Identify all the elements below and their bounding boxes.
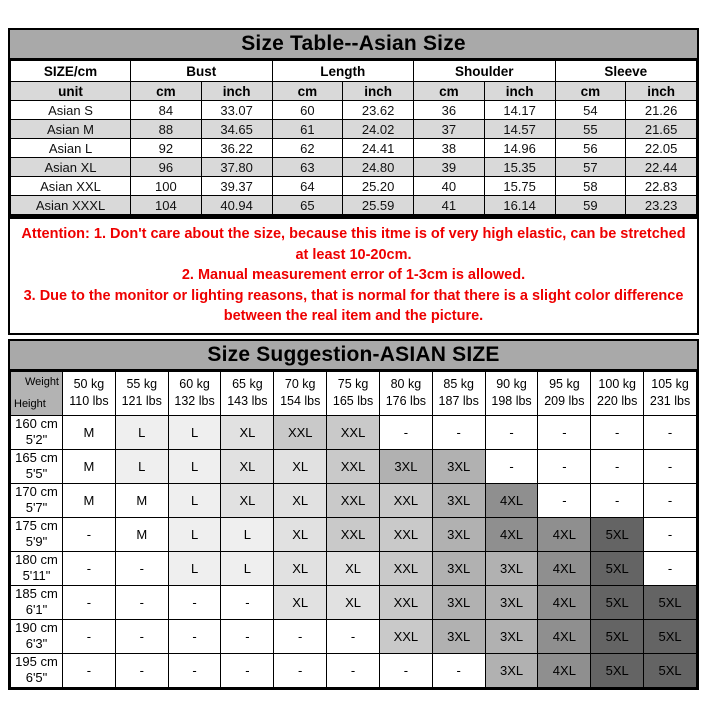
suggestion-row xyxy=(11,483,697,517)
size-suggestion-cell: - xyxy=(591,483,644,517)
unit-cell: cm xyxy=(272,82,343,101)
attention-line: Attention: 1. Don't care about the size, because this itme is of very high elastic, can be stretched xyxy=(21,226,686,242)
size-suggestion-cell: - xyxy=(432,415,485,449)
size-suggestion-cell: M xyxy=(63,483,116,517)
size-suggestion-cell: XXL xyxy=(327,517,380,551)
size-suggestion-cell: M xyxy=(63,415,116,449)
weight-height-corner-cell xyxy=(11,371,63,415)
height-cell xyxy=(11,449,63,483)
size-suggestion-cell: L xyxy=(168,483,221,517)
suggestion-row xyxy=(11,619,697,653)
size-suggestion-cell: - xyxy=(115,551,168,585)
suggestion-row xyxy=(11,517,697,551)
size-suggestion-cell: - xyxy=(432,653,485,687)
size-table-group-header-row xyxy=(11,61,697,82)
size-suggestion-cell: XXL xyxy=(327,483,380,517)
unit-cell: inch xyxy=(201,82,272,101)
size-suggestion-cell: 5XL xyxy=(644,585,697,619)
size-suggestion-cell: 3XL xyxy=(432,585,485,619)
size-name-cell: Asian XXL xyxy=(11,177,131,196)
unit-cell: inch xyxy=(484,82,555,101)
measurement-cell: 25.59 xyxy=(343,196,414,215)
weight-lbs-label: 176 lbs xyxy=(385,394,427,408)
size-suggestion-cell: L xyxy=(115,449,168,483)
size-suggestion-cell: 3XL xyxy=(432,619,485,653)
height-ft-label: 6'1" xyxy=(25,602,48,617)
measurement-cell: 64 xyxy=(272,177,343,196)
height-ft-label: 6'5" xyxy=(25,670,48,685)
measure-group-header: Shoulder xyxy=(414,61,556,82)
size-chart-content xyxy=(8,28,699,690)
size-suggestion-cell: 4XL xyxy=(538,551,591,585)
height-cm-label: 160 cm xyxy=(15,416,58,431)
height-cell xyxy=(11,415,63,449)
weight-header-cell xyxy=(432,371,485,415)
size-suggestion-cell: 5XL xyxy=(591,585,644,619)
size-suggestion-cell: XL xyxy=(221,415,274,449)
measurement-cell: 14.17 xyxy=(484,101,555,120)
weight-kg-label: 100 kg xyxy=(598,377,636,391)
measurement-cell: 88 xyxy=(131,120,202,139)
measurement-cell: 84 xyxy=(131,101,202,120)
size-name-cell: Asian XL xyxy=(11,158,131,177)
size-column-header: SIZE/cm xyxy=(11,61,131,82)
size-suggestion-cell: XXL xyxy=(327,449,380,483)
unit-cell: inch xyxy=(626,82,697,101)
measurement-cell: 21.65 xyxy=(626,120,697,139)
unit-cell: cm xyxy=(414,82,485,101)
size-suggestion-cell: 3XL xyxy=(432,449,485,483)
height-cell xyxy=(11,653,63,687)
height-ft-label: 5'11" xyxy=(22,568,51,583)
weight-lbs-label: 220 lbs xyxy=(597,394,638,408)
measurement-cell: 58 xyxy=(555,177,626,196)
measurement-cell: 57 xyxy=(555,158,626,177)
weight-header-cell xyxy=(115,371,168,415)
measurement-cell: 38 xyxy=(414,139,485,158)
size-suggestion-cell: M xyxy=(115,517,168,551)
size-suggestion-cell: XL xyxy=(274,551,327,585)
size-suggestion-cell: XXL xyxy=(327,415,380,449)
size-suggestion-cell: 4XL xyxy=(485,483,538,517)
weight-header-cell xyxy=(591,371,644,415)
measurement-cell: 22.44 xyxy=(626,158,697,177)
size-name-cell: Asian S xyxy=(11,101,131,120)
attention-line: 3. Due to the monitor or lighting reasons, that is normal for that there is a slight color difference xyxy=(23,287,684,304)
measurement-cell: 14.96 xyxy=(484,139,555,158)
weight-kg-label: 70 kg xyxy=(284,377,316,391)
height-cm-label: 175 cm xyxy=(15,518,58,533)
size-suggestion-cell: 3XL xyxy=(485,653,538,687)
suggestion-row xyxy=(11,415,697,449)
unit-cell: unit xyxy=(11,82,131,101)
size-suggestion-cell: L xyxy=(115,415,168,449)
measurement-cell: 41 xyxy=(414,196,485,215)
weight-lbs-label: 209 lbs xyxy=(544,394,585,408)
size-suggestion-cell: 4XL xyxy=(485,517,538,551)
size-suggestion-section xyxy=(8,339,699,690)
weight-header-cell xyxy=(485,371,538,415)
size-suggestion-cell: XL xyxy=(274,449,327,483)
suggestion-row xyxy=(11,585,697,619)
size-suggestion-cell: - xyxy=(63,551,116,585)
weight-kg-label: 60 kg xyxy=(179,377,210,391)
attention-box xyxy=(8,217,699,335)
weight-kg-label: 50 kg xyxy=(73,377,105,391)
measurement-cell: 22.83 xyxy=(626,177,697,196)
attention-line: at least 10-20cm. xyxy=(295,246,412,263)
measure-group-header: Sleeve xyxy=(555,61,697,82)
size-suggestion-cell: - xyxy=(644,449,697,483)
size-suggestion-cell: - xyxy=(591,449,644,483)
size-suggestion-cell: XL xyxy=(327,551,380,585)
size-suggestion-cell: 3XL xyxy=(485,551,538,585)
size-suggestion-cell: - xyxy=(485,449,538,483)
size-suggestion-cell: - xyxy=(379,653,432,687)
size-suggestion-cell: - xyxy=(63,517,116,551)
height-cm-label: 190 cm xyxy=(15,620,58,635)
size-suggestion-cell: 5XL xyxy=(591,619,644,653)
attention-line: between the real item and the picture. xyxy=(223,308,484,324)
measurement-cell: 40 xyxy=(414,177,485,196)
unit-cell: cm xyxy=(131,82,202,101)
size-suggestion-cell: - xyxy=(644,483,697,517)
size-name-cell: Asian L xyxy=(11,139,131,158)
size-suggestion-cell: - xyxy=(221,585,274,619)
size-suggestion-cell: - xyxy=(327,653,380,687)
size-suggestion-cell: 3XL xyxy=(485,619,538,653)
height-cm-label: 180 cm xyxy=(15,552,58,567)
measurement-cell: 14.57 xyxy=(484,120,555,139)
measurement-cell: 15.75 xyxy=(484,177,555,196)
size-suggestion-cell: L xyxy=(221,517,274,551)
size-suggestion-cell: XXL xyxy=(379,517,432,551)
size-name-cell: Asian XXXL xyxy=(11,196,131,215)
size-suggestion-title: Size Suggestion-ASIAN SIZE xyxy=(10,341,697,371)
height-ft-label: 5'7" xyxy=(25,500,48,515)
weight-header-cell xyxy=(63,371,116,415)
measurement-cell: 62 xyxy=(272,139,343,158)
weight-header-cell xyxy=(327,371,380,415)
size-table xyxy=(10,60,697,215)
size-suggestion-cell: 4XL xyxy=(538,653,591,687)
size-suggestion-cell: - xyxy=(168,585,221,619)
size-table-row xyxy=(11,139,697,158)
measurement-cell: 65 xyxy=(272,196,343,215)
weight-kg-label: 105 kg xyxy=(651,377,689,391)
height-cm-label: 195 cm xyxy=(15,654,58,669)
size-suggestion-cell: 3XL xyxy=(485,585,538,619)
measurement-cell: 24.02 xyxy=(343,120,414,139)
weight-kg-label: 80 kg xyxy=(390,377,422,391)
measurement-cell: 61 xyxy=(272,120,343,139)
size-suggestion-cell: L xyxy=(168,551,221,585)
height-ft-label: 5'2" xyxy=(25,432,48,447)
size-suggestion-cell: - xyxy=(644,415,697,449)
size-suggestion-cell: - xyxy=(379,415,432,449)
weight-header-cell xyxy=(274,371,327,415)
measurement-cell: 22.05 xyxy=(626,139,697,158)
size-suggestion-cell: XXL xyxy=(379,483,432,517)
size-suggestion-cell: 3XL xyxy=(432,517,485,551)
size-suggestion-cell: 3XL xyxy=(379,449,432,483)
measurement-cell: 39.37 xyxy=(201,177,272,196)
size-table-row xyxy=(11,177,697,196)
size-suggestion-cell: 5XL xyxy=(644,619,697,653)
size-suggestion-cell: 5XL xyxy=(644,653,697,687)
size-suggestion-cell: L xyxy=(168,415,221,449)
size-suggestion-cell: - xyxy=(274,653,327,687)
attention-line: 2. Manual measurement error of 1-3cm is allowed. xyxy=(181,267,526,283)
measurement-cell: 24.41 xyxy=(343,139,414,158)
size-suggestion-cell: XL xyxy=(327,585,380,619)
size-suggestion-cell: M xyxy=(63,449,116,483)
height-cell xyxy=(11,551,63,585)
suggestion-row xyxy=(11,551,697,585)
size-suggestion-cell: - xyxy=(274,619,327,653)
size-table-row xyxy=(11,196,697,215)
size-suggestion-cell: 3XL xyxy=(432,551,485,585)
measurement-cell: 96 xyxy=(131,158,202,177)
size-suggestion-cell: - xyxy=(168,653,221,687)
size-suggestion-cell: - xyxy=(644,517,697,551)
measure-group-header: Length xyxy=(272,61,414,82)
corner-weight-label: Weight xyxy=(24,375,59,388)
measurement-cell: 33.07 xyxy=(201,101,272,120)
weight-kg-label: 75 kg xyxy=(337,377,369,391)
suggestion-row xyxy=(11,449,697,483)
size-suggestion-cell: L xyxy=(221,551,274,585)
size-suggestion-cell: 5XL xyxy=(591,653,644,687)
size-suggestion-cell: 4XL xyxy=(538,585,591,619)
corner-height-label: Height xyxy=(14,397,46,410)
measurement-cell: 63 xyxy=(272,158,343,177)
size-suggestion-cell: - xyxy=(115,653,168,687)
measurement-cell: 16.14 xyxy=(484,196,555,215)
measurement-cell: 34.65 xyxy=(201,120,272,139)
measurement-cell: 15.35 xyxy=(484,158,555,177)
height-cm-label: 170 cm xyxy=(15,484,58,499)
size-suggestion-cell: - xyxy=(485,415,538,449)
weight-lbs-label: 198 lbs xyxy=(491,394,532,408)
size-suggestion-cell: - xyxy=(327,619,380,653)
height-cm-label: 165 cm xyxy=(15,450,58,465)
measurement-cell: 54 xyxy=(555,101,626,120)
size-table-section xyxy=(8,28,699,217)
suggestion-header-row xyxy=(11,371,697,415)
unit-cell: inch xyxy=(343,82,414,101)
size-suggestion-cell: - xyxy=(644,551,697,585)
weight-lbs-label: 110 lbs xyxy=(69,394,109,408)
size-suggestion-cell: - xyxy=(115,585,168,619)
measurement-cell: 37.80 xyxy=(201,158,272,177)
size-suggestion-cell: - xyxy=(221,653,274,687)
size-suggestion-cell: - xyxy=(221,619,274,653)
measurement-cell: 36 xyxy=(414,101,485,120)
size-suggestion-cell: - xyxy=(63,619,116,653)
measure-group-header: Bust xyxy=(131,61,273,82)
size-suggestion-cell: 5XL xyxy=(591,551,644,585)
height-cm-label: 185 cm xyxy=(15,586,58,601)
weight-lbs-label: 121 lbs xyxy=(121,394,162,408)
size-suggestion-cell: - xyxy=(63,653,116,687)
weight-lbs-label: 154 lbs xyxy=(280,394,321,408)
size-suggestion-cell: XXL xyxy=(379,551,432,585)
size-suggestion-cell: XL xyxy=(274,585,327,619)
size-table-unit-row xyxy=(11,82,697,101)
size-suggestion-cell: XXL xyxy=(379,619,432,653)
size-suggestion-cell: XXL xyxy=(274,415,327,449)
measurement-cell: 92 xyxy=(131,139,202,158)
size-suggestion-cell: 4XL xyxy=(538,517,591,551)
size-suggestion-cell: L xyxy=(168,517,221,551)
weight-lbs-label: 231 lbs xyxy=(649,394,691,408)
height-ft-label: 5'9" xyxy=(25,534,48,549)
weight-lbs-label: 165 lbs xyxy=(332,394,374,408)
measurement-cell: 36.22 xyxy=(201,139,272,158)
weight-header-cell xyxy=(379,371,432,415)
size-suggestion-cell: - xyxy=(115,619,168,653)
size-table-row xyxy=(11,158,697,177)
weight-kg-label: 95 kg xyxy=(549,377,580,391)
measurement-cell: 59 xyxy=(555,196,626,215)
height-ft-label: 6'3" xyxy=(25,636,48,651)
weight-header-cell xyxy=(644,371,697,415)
measurement-cell: 23.23 xyxy=(626,196,697,215)
weight-kg-label: 90 kg xyxy=(496,377,527,391)
suggestion-row xyxy=(11,653,697,687)
height-ft-label: 5'5" xyxy=(25,466,48,481)
size-suggestion-cell: XL xyxy=(221,449,274,483)
size-suggestion-cell: XL xyxy=(221,483,274,517)
size-suggestion-cell: XL xyxy=(274,517,327,551)
weight-lbs-label: 143 lbs xyxy=(227,394,268,408)
size-suggestion-cell: - xyxy=(63,585,116,619)
size-suggestion-table xyxy=(10,371,697,688)
size-suggestion-cell: - xyxy=(538,483,591,517)
measurement-cell: 40.94 xyxy=(201,196,272,215)
size-name-cell: Asian M xyxy=(11,120,131,139)
measurement-cell: 23.62 xyxy=(343,101,414,120)
unit-cell: cm xyxy=(555,82,626,101)
size-suggestion-cell: XL xyxy=(274,483,327,517)
measurement-cell: 37 xyxy=(414,120,485,139)
measurement-cell: 100 xyxy=(131,177,202,196)
measurement-cell: 56 xyxy=(555,139,626,158)
size-suggestion-cell: 5XL xyxy=(591,517,644,551)
size-suggestion-cell: - xyxy=(168,619,221,653)
weight-kg-label: 65 kg xyxy=(232,377,263,391)
measurement-cell: 25.20 xyxy=(343,177,414,196)
weight-header-cell xyxy=(221,371,274,415)
measurement-cell: 24.80 xyxy=(343,158,414,177)
measurement-cell: 104 xyxy=(131,196,202,215)
size-suggestion-cell: - xyxy=(538,449,591,483)
measurement-cell: 55 xyxy=(555,120,626,139)
measurement-cell: 21.26 xyxy=(626,101,697,120)
size-suggestion-cell: XXL xyxy=(379,585,432,619)
weight-kg-label: 85 kg xyxy=(443,377,474,391)
size-table-title: Size Table--Asian Size xyxy=(10,30,697,60)
measurement-cell: 60 xyxy=(272,101,343,120)
weight-header-cell xyxy=(168,371,221,415)
size-table-row xyxy=(11,120,697,139)
height-cell xyxy=(11,483,63,517)
weight-lbs-label: 132 lbs xyxy=(174,394,215,408)
measurement-cell: 39 xyxy=(414,158,485,177)
size-suggestion-cell: M xyxy=(115,483,168,517)
size-suggestion-cell: L xyxy=(168,449,221,483)
height-cell xyxy=(11,585,63,619)
size-suggestion-cell: - xyxy=(591,415,644,449)
size-table-row xyxy=(11,101,697,120)
size-suggestion-cell: 3XL xyxy=(432,483,485,517)
weight-lbs-label: 187 lbs xyxy=(438,394,479,408)
weight-header-cell xyxy=(538,371,591,415)
height-cell xyxy=(11,619,63,653)
height-cell xyxy=(11,517,63,551)
size-suggestion-cell: 4XL xyxy=(538,619,591,653)
size-suggestion-cell: - xyxy=(538,415,591,449)
weight-kg-label: 55 kg xyxy=(126,377,158,391)
